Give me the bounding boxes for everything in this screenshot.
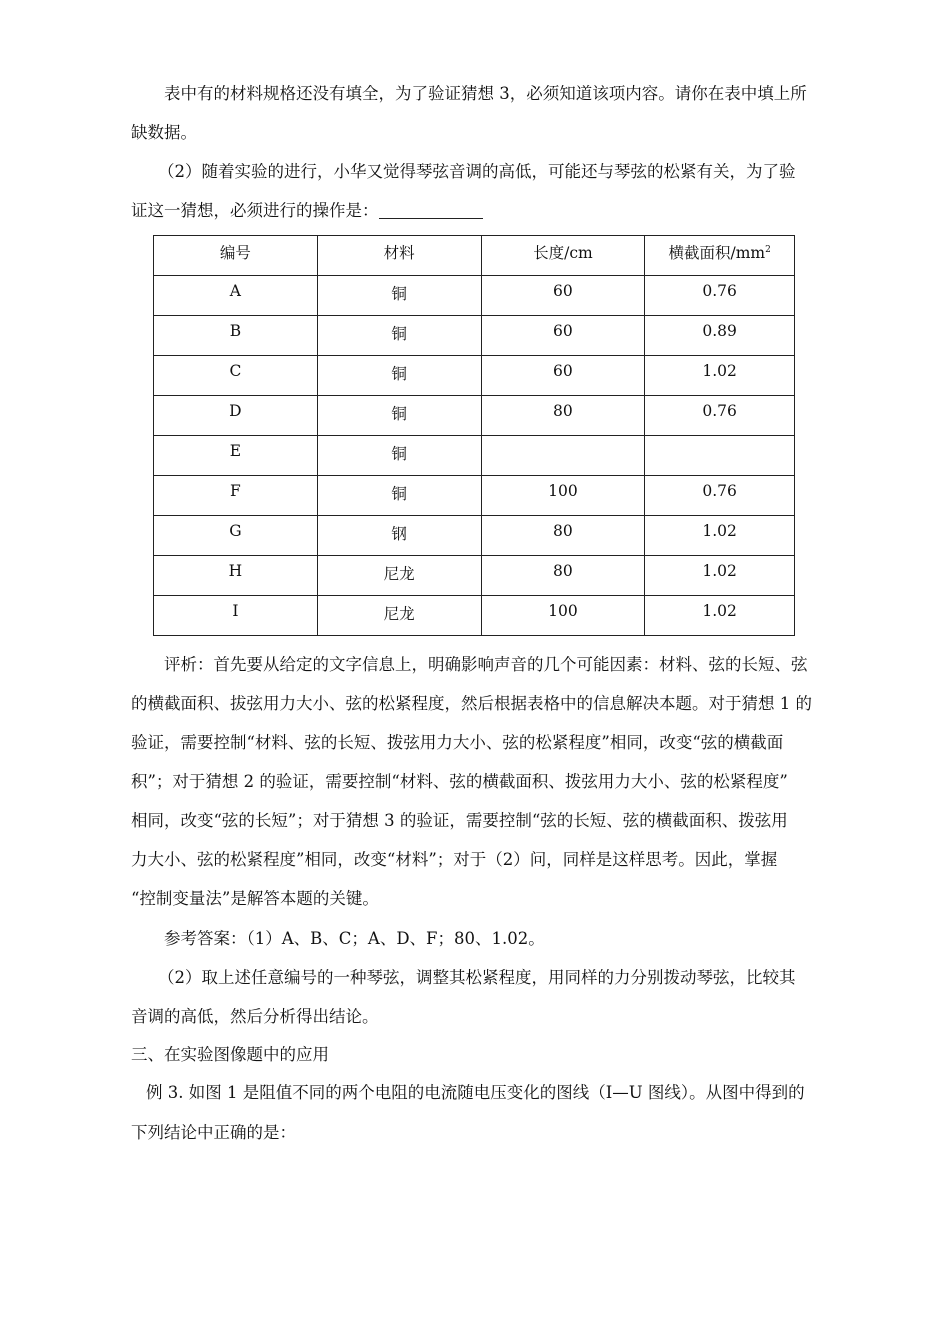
cell-length: 80 [481, 396, 645, 436]
cell-area: 1.02 [645, 516, 795, 556]
cell-id: I [154, 596, 318, 636]
cell-area: 0.76 [645, 476, 795, 516]
table-row [154, 356, 795, 396]
question-2-line-2 [131, 201, 483, 221]
cell-id: C [154, 356, 318, 396]
cell-material: 铜 [317, 276, 481, 316]
analysis-line-3: 验证，需要控制“材料、弦的长短、拨弦用力大小、弦的松紧程度”相同，改变“弦的横截面 [131, 733, 784, 752]
answer-blank [379, 202, 483, 219]
cell-material: 尼龙 [317, 556, 481, 596]
cell-area: 1.02 [645, 356, 795, 396]
header-id: 编号 [154, 236, 318, 276]
cell-length: 80 [481, 556, 645, 596]
example-3-line-1: 例 3. 如图 1 是阻值不同的两个电阻的电流随电压变化的图线（I—U 图线）。从图中得到的 [146, 1083, 805, 1102]
cell-id: G [154, 516, 318, 556]
answer-line-1: 参考答案：（1）A、B、C；A、D、F；80、1.02。 [164, 929, 545, 948]
cell-length: 100 [481, 596, 645, 636]
cell-id: D [154, 396, 318, 436]
analysis-line-4: 积”；对于猜想 2 的验证，需要控制“材料、弦的横截面积、拨弦用力大小、弦的松紧程度” [131, 772, 788, 791]
cell-id: B [154, 316, 318, 356]
answer-line-3: 音调的高低，然后分析得出结论。 [131, 1007, 379, 1026]
table-header-row [154, 236, 795, 276]
analysis-line-6: 力大小、弦的松紧程度”相同，改变“材料”；对于（2）问，同样是这样思考。因此，掌握 [131, 850, 778, 869]
analysis-line-2: 的横截面积、拔弦用力大小、弦的松紧程度，然后根据表格中的信息解决本题。对于猜想 1 的 [131, 694, 812, 713]
table-row [154, 476, 795, 516]
table-row [154, 516, 795, 556]
header-area-sup: 2 [765, 244, 771, 255]
table-row [154, 556, 795, 596]
answer-line-2: （2）取上述任意编号的一种琴弦，调整其松紧程度，用同样的力分别拨动琴弦，比较其 [158, 968, 796, 987]
table-row [154, 276, 795, 316]
cell-length: 80 [481, 516, 645, 556]
table-row [154, 316, 795, 356]
cell-material: 钢 [317, 516, 481, 556]
header-length: 长度/cm [481, 236, 645, 276]
cell-area: 1.02 [645, 556, 795, 596]
cell-id: E [154, 436, 318, 476]
table-row [154, 396, 795, 436]
table-row [154, 596, 795, 636]
section-3-heading: 三、在实验图像题中的应用 [131, 1045, 329, 1064]
cell-area: 0.76 [645, 276, 795, 316]
cell-length [481, 436, 645, 476]
cell-material: 铜 [317, 436, 481, 476]
question-2-line-1: （2）随着实验的进行，小华又觉得琴弦音调的高低，可能还与琴弦的松紧有关，为了验 [158, 162, 796, 181]
cell-area [645, 436, 795, 476]
header-area [645, 236, 795, 276]
cell-material: 铜 [317, 356, 481, 396]
cell-id: A [154, 276, 318, 316]
analysis-line-5: 相同，改变“弦的长短”；对于猜想 3 的验证，需要控制“弦的长短、弦的横截面积、拨弦用 [131, 811, 788, 830]
cell-id: F [154, 476, 318, 516]
cell-material: 铜 [317, 316, 481, 356]
analysis-line-1: 评析：首先要从给定的文字信息上，明确影响声音的几个可能因素：材料、弦的长短、弦 [164, 655, 808, 674]
string-spec-table [153, 235, 795, 636]
header-material: 材料 [317, 236, 481, 276]
example-3-line-2: 下列结论中正确的是： [131, 1123, 296, 1142]
cell-length: 60 [481, 316, 645, 356]
cell-length: 60 [481, 276, 645, 316]
analysis-line-7: “控制变量法”是解答本题的关键。 [131, 889, 379, 908]
cell-area: 1.02 [645, 596, 795, 636]
cell-length: 100 [481, 476, 645, 516]
cell-material: 铜 [317, 396, 481, 436]
table-row [154, 436, 795, 476]
header-area-label: 横截面积/mm [668, 244, 766, 262]
question-2-text: 证这一猜想，必须进行的操作是： [131, 201, 379, 220]
cell-area: 0.76 [645, 396, 795, 436]
cell-material: 尼龙 [317, 596, 481, 636]
cell-id: H [154, 556, 318, 596]
cell-material: 铜 [317, 476, 481, 516]
cell-length: 60 [481, 356, 645, 396]
cell-area: 0.89 [645, 316, 795, 356]
intro-line-1: 表中有的材料规格还没有填全，为了验证猜想 3，必须知道该项内容。请你在表中填上所 [164, 84, 807, 103]
intro-line-2: 缺数据。 [131, 123, 197, 142]
